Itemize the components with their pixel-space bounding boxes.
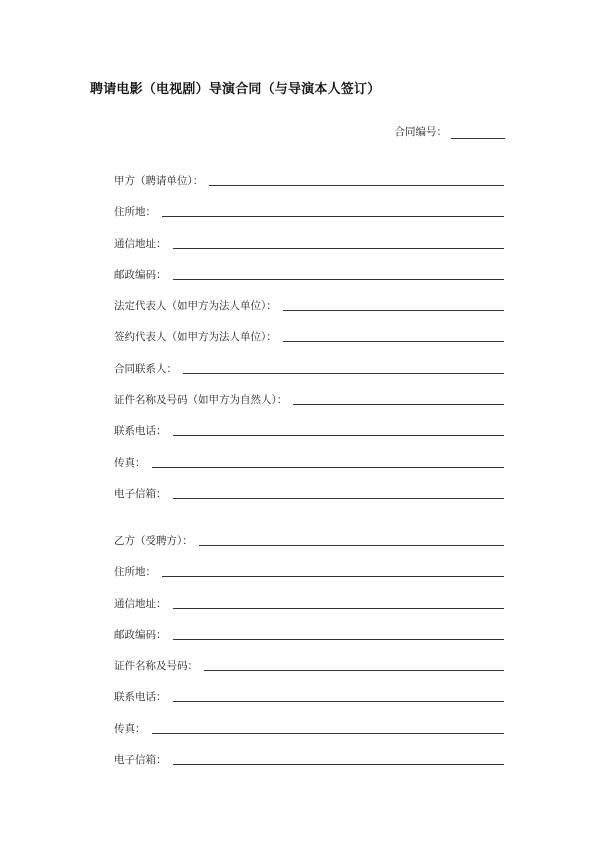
party-b-postcode-row	[114, 622, 504, 642]
party-a-id-row	[114, 387, 504, 407]
document-title: 聘请电影（电视剧）导演合同（与导演本人签订）	[90, 82, 381, 97]
party-b-mailing-address-field[interactable]	[173, 596, 505, 609]
party-b-name-row	[114, 528, 504, 548]
party-a-section	[114, 168, 504, 512]
party-b-email-field[interactable]	[173, 752, 505, 765]
party-b-id-row	[114, 653, 504, 673]
party-a-mailing-address-field[interactable]	[173, 236, 505, 249]
field-label: 签约代表人（如甲方为法人单位）：	[114, 331, 277, 344]
party-b-fax-row	[114, 716, 504, 736]
party-b-address-field[interactable]	[162, 564, 504, 577]
party-a-phone-field[interactable]	[173, 423, 505, 436]
field-label: 合同联系人：	[114, 362, 177, 375]
contract-number	[395, 124, 506, 139]
party-a-legal-rep-field[interactable]	[283, 298, 504, 311]
field-label: 电子信箱：	[114, 754, 167, 767]
party-a-fax-row	[114, 450, 504, 470]
field-label: 传真：	[114, 722, 146, 735]
party-b-fax-field[interactable]	[152, 721, 505, 734]
party-b-phone-field[interactable]	[173, 689, 505, 702]
field-label: 甲方（聘请单位）：	[114, 175, 204, 187]
party-b-name-field[interactable]	[199, 533, 504, 546]
party-a-postcode-field[interactable]	[173, 267, 505, 280]
party-b-address-row	[114, 559, 504, 579]
party-a-contact-person-field[interactable]	[183, 361, 504, 374]
party-a-address-row	[114, 199, 504, 219]
field-label: 电子信箱：	[114, 487, 167, 500]
field-label: 传真：	[114, 456, 146, 469]
field-label: 联系电话：	[114, 691, 167, 704]
contract-number-label: 合同编号：	[394, 126, 447, 138]
field-label: 通信地址：	[114, 237, 167, 250]
field-label: 通信地址：	[114, 597, 167, 610]
contract-number-field[interactable]	[451, 127, 505, 139]
party-a-contact-person-row	[114, 356, 504, 376]
field-label: 法定代表人（如甲方为法人单位）：	[114, 300, 277, 313]
party-a-name-field[interactable]	[209, 173, 504, 186]
party-a-phone-row	[114, 418, 504, 438]
party-a-postcode-row	[114, 262, 504, 282]
party-a-signing-rep-field[interactable]	[283, 329, 504, 342]
party-b-email-row	[114, 747, 504, 767]
party-b-postcode-field[interactable]	[173, 627, 505, 640]
party-a-name-row	[114, 168, 504, 188]
party-a-mailing-address-row	[114, 231, 504, 251]
party-a-email-field[interactable]	[173, 486, 505, 499]
field-label: 邮政编码：	[114, 628, 167, 641]
field-label: 住所地：	[114, 206, 156, 219]
party-a-legal-rep-row	[114, 293, 504, 313]
field-label: 乙方（受聘方）：	[114, 535, 193, 547]
party-b-mailing-address-row	[114, 591, 504, 611]
party-a-signing-rep-row	[114, 324, 504, 344]
field-label: 证件名称及号码：	[114, 660, 198, 673]
field-label: 联系电话：	[114, 425, 167, 438]
party-a-address-field[interactable]	[162, 204, 504, 217]
party-b-section	[114, 528, 504, 778]
field-label: 住所地：	[114, 566, 156, 579]
party-b-phone-row	[114, 684, 504, 704]
party-b-id-field[interactable]	[204, 658, 504, 671]
party-a-id-field[interactable]	[293, 392, 504, 405]
field-label: 证件名称及号码（如甲方为自然人）：	[114, 394, 288, 407]
field-label: 邮政编码：	[114, 268, 167, 281]
party-a-email-row	[114, 481, 504, 501]
party-a-fax-field[interactable]	[152, 455, 505, 468]
